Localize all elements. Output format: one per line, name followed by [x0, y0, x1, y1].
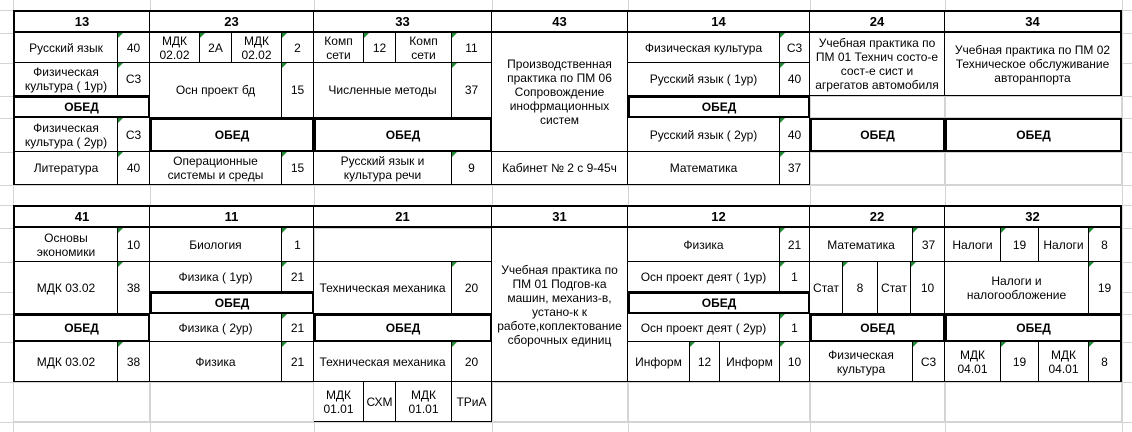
- group-header-11: 11: [150, 205, 314, 228]
- grid-line: [1122, 0, 1123, 432]
- subject-cell[interactable]: Осн проект деят ( 1ур): [628, 262, 780, 292]
- subject-cell[interactable]: Литература: [13, 152, 118, 185]
- group-header-24: 24: [810, 10, 945, 33]
- empty-cell[interactable]: [150, 382, 314, 422]
- subject-cell[interactable]: МДК 02.02: [232, 33, 282, 63]
- room-cell[interactable]: 11: [452, 33, 492, 63]
- room-cell[interactable]: 8: [1089, 228, 1122, 262]
- group-header-14: 14: [628, 10, 810, 33]
- room-cell[interactable]: 2А: [200, 33, 232, 63]
- room-cell[interactable]: 37: [780, 152, 810, 185]
- subject-cell[interactable]: Физика ( 1ур): [150, 262, 282, 292]
- room-cell[interactable]: 21: [282, 262, 314, 292]
- lunch-cell[interactable]: ОБЕД: [150, 118, 314, 152]
- subject-cell[interactable]: Стат: [878, 262, 911, 314]
- subject-cell[interactable]: Комп сети: [314, 33, 364, 63]
- room-cell[interactable]: С3: [118, 118, 150, 152]
- subject-cell[interactable]: Физическая культура ( 1ур): [13, 63, 118, 96]
- subject-cell[interactable]: МДК 02.02: [150, 33, 200, 63]
- lunch-cell[interactable]: ОБЕД: [628, 96, 810, 118]
- group-header-12: 12: [628, 205, 810, 228]
- subject-cell[interactable]: Информ: [628, 342, 690, 382]
- grid-line: [0, 422, 1132, 423]
- room-cell[interactable]: 40: [118, 152, 150, 185]
- room-cell[interactable]: 19: [1001, 342, 1039, 382]
- room-cell[interactable]: 10: [780, 342, 810, 382]
- lunch-cell[interactable]: ОБЕД: [945, 118, 1122, 152]
- subject-cell[interactable]: Налоги: [945, 228, 1001, 262]
- subject-cell[interactable]: Математика: [628, 152, 780, 185]
- lunch-cell[interactable]: ОБЕД: [13, 314, 150, 342]
- group-header-43: 43: [492, 10, 628, 33]
- group-header-33: 33: [314, 10, 492, 33]
- room-cell[interactable]: 40: [780, 63, 810, 96]
- lunch-cell[interactable]: ОБЕД: [810, 314, 945, 342]
- practice-cell[interactable]: Учебная практика по ПМ 01 Подгов-ка машин, механиз-в, устано-к к работе,коплектование сборочных единиц: [492, 228, 628, 382]
- subject-cell[interactable]: Русский язык ( 2ур): [628, 118, 780, 152]
- room-cell[interactable]: 8: [1089, 342, 1122, 382]
- subject-cell[interactable]: Стат: [810, 262, 843, 314]
- subject-cell[interactable]: Физическая культура: [810, 342, 913, 382]
- empty-cell[interactable]: [492, 382, 628, 422]
- group-header-34: 34: [945, 10, 1122, 33]
- empty-cell[interactable]: [945, 96, 1122, 118]
- subject-cell[interactable]: МДК 03.02: [13, 342, 118, 382]
- room-cell[interactable]: С3: [118, 63, 150, 96]
- room-cell[interactable]: 12: [690, 342, 720, 382]
- subject-cell[interactable]: Комп сети: [396, 33, 452, 63]
- subject-cell[interactable]: МДК 04.01: [1039, 342, 1089, 382]
- room-cell[interactable]: 38: [118, 342, 150, 382]
- room-cell[interactable]: 15: [282, 152, 314, 185]
- group-header-13: 13: [13, 10, 150, 33]
- room-cell[interactable]: 38: [118, 262, 150, 314]
- lunch-cell[interactable]: ОБЕД: [810, 118, 945, 152]
- group-header-23: 23: [150, 10, 314, 33]
- subject-cell[interactable]: Техническая механика: [314, 342, 452, 382]
- subject-cell[interactable]: Биология: [150, 228, 282, 262]
- subject-cell[interactable]: Техническая механика: [314, 262, 452, 314]
- room-cell[interactable]: 8: [843, 262, 878, 314]
- subject-cell[interactable]: Налоги: [1039, 228, 1089, 262]
- room-info-cell[interactable]: Кабинет № 2 с 9-45ч: [492, 152, 628, 185]
- subject-cell[interactable]: Осн проект бд: [150, 63, 282, 118]
- room-cell[interactable]: 19: [1001, 228, 1039, 262]
- practice-cell[interactable]: Учебная практика по ПМ 01 Технич состо-е сост-е сист и агрегатов автомобиля: [810, 33, 945, 96]
- room-cell[interactable]: 21: [282, 342, 314, 382]
- subject-cell[interactable]: Русский язык: [13, 33, 118, 63]
- empty-cell[interactable]: [314, 228, 492, 262]
- subject-cell[interactable]: Основы экономики: [13, 228, 118, 262]
- group-header-41: 41: [13, 205, 150, 228]
- room-cell[interactable]: 40: [780, 118, 810, 152]
- subject-cell[interactable]: Налоги и налогообложение: [945, 262, 1089, 314]
- room-cell[interactable]: 19: [1089, 262, 1122, 314]
- empty-cell[interactable]: [945, 152, 1122, 185]
- group-header-31: 31: [492, 205, 628, 228]
- practice-cell[interactable]: Производственная практика по ПМ 06 Сопровождение инофрмационных систем: [492, 33, 628, 152]
- subject-cell[interactable]: Русский язык и культура речи: [314, 152, 452, 185]
- room-cell[interactable]: 10: [911, 262, 945, 314]
- grid-line: [0, 185, 1132, 186]
- room-cell[interactable]: 10: [118, 228, 150, 262]
- room-cell[interactable]: С3: [780, 33, 810, 63]
- room-cell[interactable]: 21: [780, 228, 810, 262]
- room-cell[interactable]: 9: [452, 152, 492, 185]
- group-header-22: 22: [810, 205, 945, 228]
- subject-cell[interactable]: МДК 04.01: [945, 342, 1001, 382]
- room-cell[interactable]: 12: [364, 33, 396, 63]
- subject-cell[interactable]: Физика ( 2ур): [150, 314, 282, 342]
- room-cell[interactable]: 1: [780, 262, 810, 292]
- room-cell[interactable]: 37: [913, 228, 945, 262]
- empty-cell[interactable]: [13, 382, 150, 422]
- room-cell[interactable]: 1: [780, 314, 810, 342]
- lunch-cell[interactable]: ОБЕД: [314, 314, 492, 342]
- subject-cell[interactable]: Русский язык ( 1ур): [628, 63, 780, 96]
- group-header-32: 32: [945, 205, 1122, 228]
- room-cell[interactable]: 40: [118, 33, 150, 63]
- group-header-21: 21: [314, 205, 492, 228]
- empty-cell[interactable]: [628, 382, 810, 422]
- subject-cell[interactable]: Осн проект деят ( 2ур): [628, 314, 780, 342]
- subject-cell[interactable]: МДК 01.01: [396, 382, 452, 422]
- room-cell[interactable]: ТРиА: [452, 382, 492, 422]
- room-cell[interactable]: 37: [452, 63, 492, 118]
- subject-cell[interactable]: Физика: [628, 228, 780, 262]
- subject-cell[interactable]: Операционные системы и среды: [150, 152, 282, 185]
- empty-cell[interactable]: [810, 96, 945, 118]
- room-cell[interactable]: 20: [452, 342, 492, 382]
- room-cell[interactable]: 21: [282, 314, 314, 342]
- subject-cell[interactable]: Физика: [150, 342, 282, 382]
- subject-cell[interactable]: Информ: [720, 342, 780, 382]
- empty-cell[interactable]: [945, 382, 1122, 422]
- lunch-cell[interactable]: ОБЕД: [628, 292, 810, 314]
- subject-cell[interactable]: Физическая культура ( 2ур): [13, 118, 118, 152]
- room-cell[interactable]: 1: [282, 228, 314, 262]
- lunch-cell[interactable]: ОБЕД: [314, 118, 492, 152]
- room-cell[interactable]: СХМ: [364, 382, 396, 422]
- empty-cell[interactable]: [810, 382, 945, 422]
- subject-cell[interactable]: Физическая культура: [628, 33, 780, 63]
- lunch-cell[interactable]: ОБЕД: [945, 314, 1122, 342]
- lunch-cell[interactable]: ОБЕД: [150, 292, 314, 314]
- subject-cell[interactable]: МДК 03.02: [13, 262, 118, 314]
- room-cell[interactable]: 15: [282, 63, 314, 118]
- subject-cell[interactable]: Математика: [810, 228, 913, 262]
- empty-cell[interactable]: [810, 152, 945, 185]
- subject-cell[interactable]: Численные методы: [314, 63, 452, 118]
- subject-cell[interactable]: МДК 01.01: [314, 382, 364, 422]
- practice-cell[interactable]: Учебная практика по ПМ 02 Техническое обслуживание авторанпорта: [945, 33, 1122, 96]
- room-cell[interactable]: С3: [913, 342, 945, 382]
- room-cell[interactable]: 2: [282, 33, 314, 63]
- lunch-cell[interactable]: ОБЕД: [13, 96, 150, 118]
- room-cell[interactable]: 20: [452, 262, 492, 314]
